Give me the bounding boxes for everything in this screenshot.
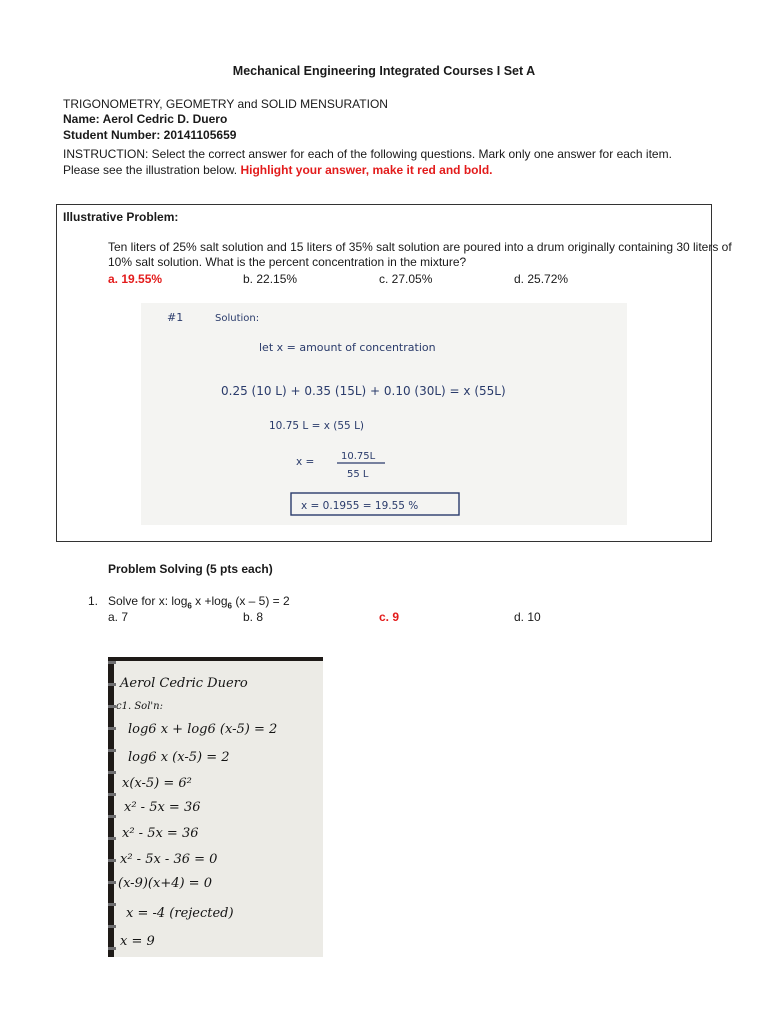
- problem-1-choice-d: d. 10: [514, 610, 541, 624]
- name-label: Name:: [63, 112, 103, 126]
- prompt-mid: x +log: [191, 594, 228, 608]
- problem-1-choice-c: c. 9: [379, 610, 400, 624]
- solution-line: x =: [296, 456, 315, 468]
- work-line: x² - 5x = 36: [124, 800, 201, 815]
- prompt-prefix: Solve for x: log: [108, 594, 188, 608]
- illustrative-choice-b: b. 22.15%: [243, 272, 298, 286]
- solution-line: 10.75L: [341, 451, 376, 462]
- work-line: log6 x + log6 (x-5) = 2: [128, 722, 278, 737]
- illustrative-heading: Illustrative Problem:: [63, 210, 179, 224]
- prompt-suffix: (x – 5) = 2: [231, 594, 290, 608]
- illustrative-question-line-1: Ten liters of 25% salt solution and 15 liters of 35% salt solution are poured into a drum originally containing 30 liters of: [108, 240, 732, 254]
- instruction-highlight: Highlight your answer, make it red and bold.: [240, 163, 493, 177]
- problem-1-choice-a: a. 7: [108, 610, 129, 624]
- solution-line: 10.75 L = x (55 L): [269, 420, 365, 432]
- work-line: x² - 5x = 36: [122, 826, 199, 841]
- work-line: c1. Sol'n:: [116, 701, 163, 712]
- log-base: 6: [227, 601, 232, 611]
- problem-1-choice-b: b. 8: [243, 610, 264, 624]
- work-line: Aerol Cedric Duero: [120, 676, 248, 691]
- problem-1-number: 1.: [88, 594, 99, 608]
- solution-line: Solution:: [215, 313, 260, 324]
- solution-line: let x = amount of concentration: [259, 341, 436, 354]
- illustrative-choice-a: a. 19.55%: [108, 272, 163, 286]
- solution-line: 55 L: [347, 469, 369, 480]
- student-number: [63, 128, 236, 142]
- solution-line: 0.25 (10 L) + 0.35 (15L) + 0.10 (30L) = x (55L): [221, 384, 506, 398]
- student-name: [63, 112, 227, 126]
- student-number-value: 20141105659: [163, 128, 237, 142]
- work-photo: [108, 657, 323, 957]
- log-base: 6: [187, 601, 192, 611]
- illustrative-choice-d: d. 25.72%: [514, 272, 569, 286]
- student-number-label: Student Number:: [63, 128, 164, 142]
- solution-line: #1: [167, 311, 184, 324]
- instruction-line-2: [63, 163, 493, 177]
- solution-line: x = 0.1955 = 19.55 %: [301, 500, 419, 512]
- name-value: Aerol Cedric D. Duero: [102, 112, 228, 126]
- work-line: x = 9: [120, 934, 155, 949]
- document-title: Mechanical Engineering Integrated Courses I Set A: [232, 64, 536, 78]
- work-line: x(x-5) = 6²: [122, 776, 192, 791]
- work-photo-drawing: [108, 657, 323, 957]
- solution-photo: [141, 303, 627, 525]
- work-line: (x-9)(x+4) = 0: [118, 876, 212, 891]
- illustrative-question-line-2: 10% salt solution. What is the percent concentration in the mixture?: [108, 255, 467, 269]
- work-line: x² - 5x - 36 = 0: [120, 852, 218, 867]
- problem-solving-heading: Problem Solving (5 pts each): [108, 562, 273, 576]
- work-line: log6 x (x-5) = 2: [128, 750, 230, 765]
- instruction-line-1: INSTRUCTION: Select the correct answer for each of the following questions. Mark only one answer for each item.: [63, 147, 672, 161]
- illustrative-choice-c: c. 27.05%: [379, 272, 433, 286]
- instruction-plain: Please see the illustration below.: [63, 163, 241, 177]
- work-line: x = -4 (rejected): [126, 906, 234, 921]
- solution-photo-drawing: [141, 303, 627, 525]
- subject-line: TRIGONOMETRY, GEOMETRY and SOLID MENSURATION: [63, 97, 388, 111]
